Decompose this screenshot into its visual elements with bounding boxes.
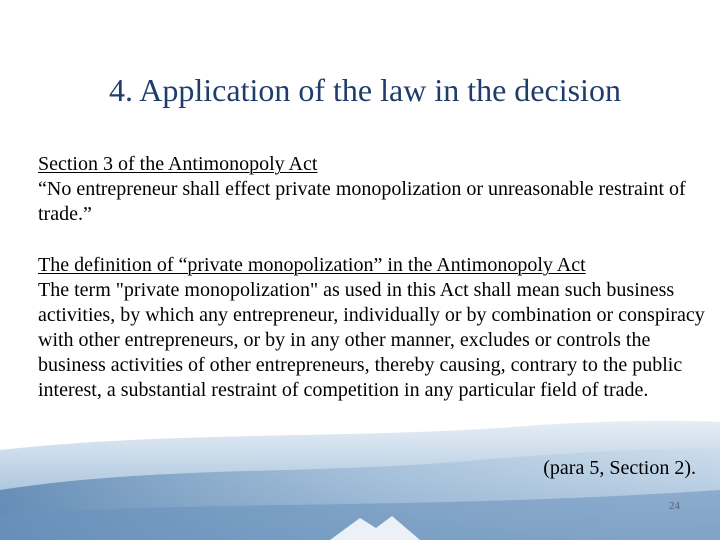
definition-heading: The definition of “private monopolization” in the Antimonopoly Act xyxy=(38,254,586,276)
slide-title: 4. Application of the law in the decision xyxy=(109,72,621,108)
slide-number: 24 xyxy=(669,500,680,512)
spacer xyxy=(38,227,708,253)
definition-body: The term "private monopolization" as used in this Act shall mean such business activities, by which any entrepreneur, individually or by combination or conspiracy with other entrepreneurs, or by in any other manner, excludes or controls the business activities of other entrepreneurs, thereby causing, contrary to the public interest, a substantial restraint of competition in any particular field of trade. xyxy=(38,279,705,401)
section-3-quote: “No entrepreneur shall effect private monopolization or unreasonable restraint of trade.” xyxy=(38,178,686,225)
citation: (para 5, Section 2). xyxy=(543,457,696,479)
slide-body xyxy=(38,152,708,403)
section-3-heading: Section 3 of the Antimonopoly Act xyxy=(38,153,318,175)
